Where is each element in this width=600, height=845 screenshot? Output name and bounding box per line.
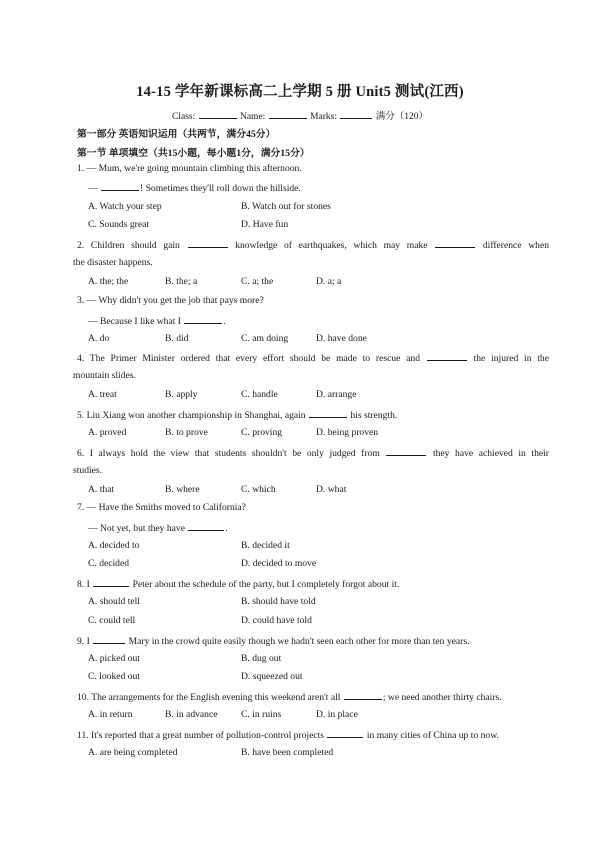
option-c[interactable]: C. am doing bbox=[241, 333, 289, 344]
option-c[interactable]: C. decided bbox=[88, 558, 130, 569]
part1-heading: 第一部分 英语知识运用（共两节，满分45分） bbox=[77, 129, 276, 140]
marks-label: Marks: bbox=[310, 112, 337, 122]
question-9-stem: 9. I Mary in the crowd quite easily though we hadn't seen each other for more than ten years. bbox=[77, 636, 470, 647]
option-a[interactable]: A. in return bbox=[88, 709, 133, 720]
option-d[interactable]: D. a; a bbox=[316, 276, 342, 287]
question-2-stem: 2. Children should gain knowledge of earthquakes, which may make difference when bbox=[77, 240, 550, 251]
answer-blank[interactable] bbox=[101, 181, 139, 191]
option-d[interactable]: D. Have fun bbox=[241, 219, 289, 230]
question-6-continuation: studies. bbox=[73, 465, 103, 476]
question-10-stem: 10. The arrangements for the English evening this weekend aren't all ; we need another thirty chairs. bbox=[77, 692, 502, 703]
option-d[interactable]: D. what bbox=[316, 484, 347, 495]
option-a[interactable]: A. should tell bbox=[88, 596, 140, 607]
option-a[interactable]: A. treat bbox=[88, 389, 117, 400]
option-d[interactable]: D. in place bbox=[316, 709, 358, 720]
answer-blank[interactable] bbox=[427, 351, 467, 361]
option-c[interactable]: C. which bbox=[241, 484, 276, 495]
option-a[interactable]: A. are being completed bbox=[88, 747, 178, 758]
option-b[interactable]: B. should have told bbox=[241, 596, 316, 607]
option-d[interactable]: D. could have told bbox=[241, 615, 312, 626]
answer-blank[interactable] bbox=[188, 238, 228, 248]
option-d[interactable]: D. being proven bbox=[316, 427, 379, 438]
question-3-line2: — Because I like what I . bbox=[88, 316, 226, 327]
answer-blank[interactable] bbox=[93, 634, 125, 644]
class-label: Class: bbox=[172, 112, 196, 122]
option-d[interactable]: D. have done bbox=[316, 333, 367, 344]
answer-blank[interactable] bbox=[344, 690, 382, 700]
option-b[interactable]: B. have been completed bbox=[241, 747, 334, 758]
option-d[interactable]: D. squeezed out bbox=[241, 671, 303, 682]
answer-blank[interactable] bbox=[309, 408, 347, 418]
option-c[interactable]: C. in ruins bbox=[241, 709, 282, 720]
name-label: Name: bbox=[239, 112, 266, 122]
option-c[interactable]: C. proving bbox=[241, 427, 283, 438]
question-8-stem: 8. I Peter about the schedule of the party, but I completely forgot about it. bbox=[77, 579, 400, 590]
question-7-line2: — Not yet, but they have . bbox=[88, 523, 228, 534]
question-6-stem: 6. I always hold the view that students shouldn't be only judged from they have achieved in their bbox=[77, 448, 549, 459]
answer-blank[interactable] bbox=[327, 728, 363, 738]
option-c[interactable]: C. a; the bbox=[241, 276, 274, 287]
option-b[interactable]: B. apply bbox=[165, 389, 198, 400]
question-1-line2: — ! Sometimes they'll roll down the hillside. bbox=[88, 183, 301, 194]
option-b[interactable]: B. to prove bbox=[165, 427, 208, 438]
option-a[interactable]: A. proved bbox=[88, 427, 127, 438]
student-info-line bbox=[0, 108, 600, 122]
option-d[interactable]: D. decided to move bbox=[241, 558, 317, 569]
page-title: 14-15 学年新课标高二上学期 5 册 Unit5 测试(江西) bbox=[136, 84, 464, 100]
option-a[interactable]: A. that bbox=[88, 484, 115, 495]
question-3-stem: 3. — Why didn't you get the job that pays more? bbox=[77, 295, 264, 306]
option-a[interactable]: A. picked out bbox=[88, 653, 140, 664]
question-1-stem: 1. — Mum, we're going mountain climbing this afternoon. bbox=[77, 163, 302, 174]
question-4-stem: 4. The Primer Minister ordered that every effort should be made to rescue and the injured in the bbox=[77, 353, 549, 364]
question-7-stem: 7. — Have the Smiths moved to California? bbox=[77, 502, 246, 513]
marks-blank[interactable] bbox=[340, 109, 372, 119]
total-score: 满分（120） bbox=[375, 112, 428, 122]
answer-blank[interactable] bbox=[435, 238, 475, 248]
option-b[interactable]: B. dug out bbox=[241, 653, 282, 664]
answer-blank[interactable] bbox=[188, 521, 224, 531]
question-5-stem: 5. Liu Xiang won another championship in Shanghai, again his strength. bbox=[77, 410, 398, 421]
option-c[interactable]: C. could tell bbox=[88, 615, 136, 626]
option-a[interactable]: A. do bbox=[88, 333, 110, 344]
option-c[interactable]: C. Sounds great bbox=[88, 219, 150, 230]
option-b[interactable]: B. Watch out for stones bbox=[241, 201, 331, 212]
option-c[interactable]: C. looked out bbox=[88, 671, 140, 682]
option-a[interactable]: A. decided to bbox=[88, 540, 140, 551]
answer-blank[interactable] bbox=[93, 577, 129, 587]
question-11-stem: 11. It's reported that a great number of pollution-control projects in many cities of China up to now. bbox=[77, 730, 499, 741]
answer-blank[interactable] bbox=[386, 446, 426, 456]
question-2-continuation: the disaster happens. bbox=[73, 257, 153, 268]
class-blank[interactable] bbox=[199, 109, 237, 119]
option-c[interactable]: C. handle bbox=[241, 389, 278, 400]
option-d[interactable]: D. arrange bbox=[316, 389, 357, 400]
section1-heading: 第一节 单项填空（共15小题，每小题1分，满分15分） bbox=[77, 148, 310, 159]
option-b[interactable]: B. in advance bbox=[165, 709, 218, 720]
answer-blank[interactable] bbox=[184, 314, 222, 324]
option-a[interactable]: A. Watch your step bbox=[88, 201, 162, 212]
option-a[interactable]: A. the; the bbox=[88, 276, 129, 287]
name-blank[interactable] bbox=[269, 109, 307, 119]
option-b[interactable]: B. did bbox=[165, 333, 189, 344]
option-b[interactable]: B. where bbox=[165, 484, 200, 495]
option-b[interactable]: B. decided it bbox=[241, 540, 290, 551]
question-4-continuation: mountain slides. bbox=[73, 370, 136, 381]
option-b[interactable]: B. the; a bbox=[165, 276, 198, 287]
